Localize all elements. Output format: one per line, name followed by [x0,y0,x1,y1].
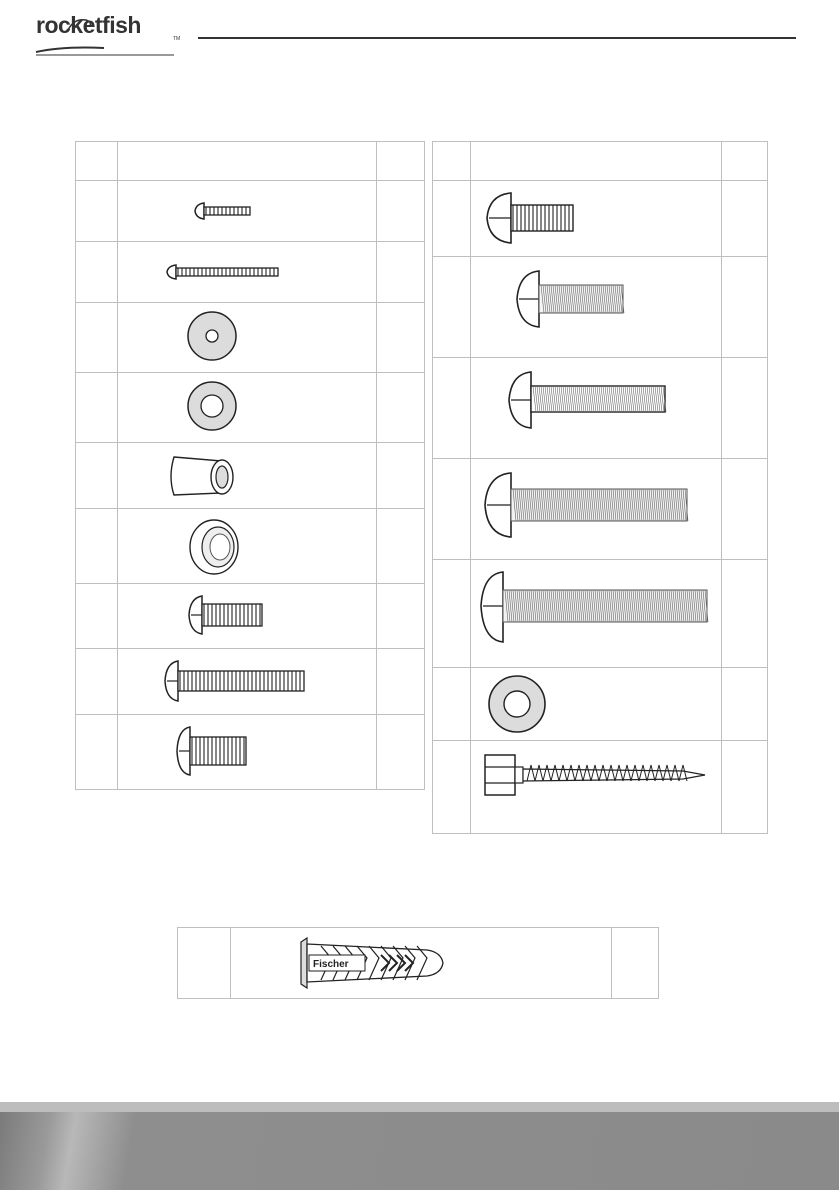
part-image-cell [471,459,722,560]
qty-cell [377,509,425,584]
table-row [76,715,425,790]
letter-cell [76,443,118,509]
qty-cell [722,257,768,358]
table-row [433,358,768,459]
part-image-cell [471,741,722,834]
page-header [0,0,839,70]
table-row [76,509,425,584]
large-washer-icon [471,668,722,740]
letter-cell [433,668,471,741]
m-long-screw-icon [471,459,722,559]
letter-cell [76,373,118,443]
table-row [76,181,425,242]
table-row [76,242,425,303]
header-cell-letter [76,142,118,181]
table-row [178,928,659,999]
table-row [76,373,425,443]
table-header-row [433,142,768,181]
qty-cell [377,715,425,790]
table-row [433,181,768,257]
header-cell-letter [433,142,471,181]
qty-cell [377,181,425,242]
footer-band [0,1112,839,1190]
long-thick-pan-head-screw-icon [118,649,377,714]
part-image-cell [471,181,722,257]
m-fine-thread-screw-icon [471,257,722,357]
wide-pan-head-screw-icon [118,715,377,789]
logo-trademark: TM [173,36,181,42]
qty-cell [377,373,425,443]
header-rule [198,37,796,39]
table-row [76,443,425,509]
letter-cell [76,715,118,790]
logo-text: rocketfish [36,12,141,38]
wall-anchor-icon [231,928,612,998]
footer-top-band [0,1102,839,1112]
qty-cell [377,303,425,373]
m-extra-long-screw-icon [471,560,722,667]
part-image-cell [471,668,722,741]
part-image-cell [118,443,377,509]
m-medium-screw-icon [471,358,722,458]
header-cell-qty [722,142,768,181]
qty-cell [612,928,659,999]
spacer-ring-icon [118,509,377,583]
header-cell-qty [377,142,425,181]
letter-cell [76,649,118,715]
short-pan-head-screw-icon [118,181,377,241]
qty-cell [377,649,425,715]
letter-cell [433,459,471,560]
table-row [433,560,768,668]
qty-cell [722,181,768,257]
part-image-cell [118,649,377,715]
qty-cell [722,459,768,560]
part-image-cell [118,373,377,443]
part-image-cell [471,560,722,668]
table-row [76,303,425,373]
qty-cell [722,358,768,459]
letter-cell [76,242,118,303]
lag-bolt-icon [471,741,722,833]
part-image-cell [118,181,377,242]
part-image-cell [118,584,377,649]
part-image-cell [118,509,377,584]
parts-table-right [432,141,768,834]
table-row [433,668,768,741]
table-row [76,584,425,649]
thick-pan-head-screw-icon [118,584,377,648]
anchor-brand-text: Fischer [313,959,349,970]
part-image-cell [118,303,377,373]
large-hole-washer-icon [118,373,377,442]
qty-cell [722,741,768,834]
page-footer [0,1102,839,1190]
letter-cell [76,181,118,242]
letter-cell [433,257,471,358]
letter-cell [433,741,471,834]
header-cell-part [471,142,722,181]
qty-cell [722,560,768,668]
header-cell-part [118,142,377,181]
table-header-row [76,142,425,181]
table-row [433,257,768,358]
part-image-cell [118,715,377,790]
qty-cell [377,443,425,509]
parts-table-left [75,141,425,790]
qty-cell [377,242,425,303]
part-image-cell [471,257,722,358]
part-image-cell [471,358,722,459]
part-image-cell [118,242,377,303]
table-row [76,649,425,715]
letter-cell [178,928,231,999]
parts-table-bottom [177,927,659,999]
part-image-cell [231,928,612,999]
letter-cell [433,560,471,668]
qty-cell [377,584,425,649]
qty-cell [722,668,768,741]
long-pan-head-screw-icon [118,242,377,302]
letter-cell [76,509,118,584]
small-hole-washer-icon [118,303,377,372]
spacer-icon [118,443,377,508]
letter-cell [433,358,471,459]
letter-cell [76,303,118,373]
letter-cell [76,584,118,649]
m-short-screw-icon [471,181,722,256]
table-row [433,741,768,834]
table-row [433,459,768,560]
letter-cell [433,181,471,257]
